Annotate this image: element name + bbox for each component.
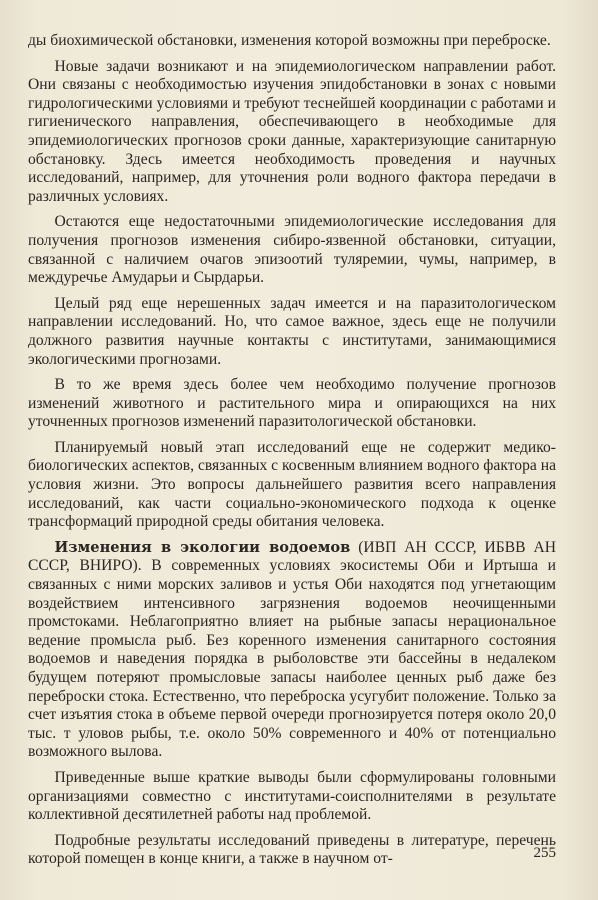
section-paragraph bbox=[28, 539, 556, 762]
paragraph: Остаются еще недостаточными эпидемиологические исследования для получения прогнозов изменения сибиро-язвенной обстановки, ситуации, связанной с наличием очагов эпизоотий туляремии, чумы, например, в междуречье Амударьи и Сырдарьи. bbox=[28, 213, 556, 287]
section-body: (ИВП АН СССР, ИБВВ АН СССР, ВНИРО). В современных условиях экосистемы Оби и Иртыша и связанных с ними морских заливов и устья Оби находятся под угнетающим воздействием интенсивного загрязнения водоемов неочищенными промстоками. Неблагоприятно влияет на рыбные запасы нерациональное ведение промысла рыб. Без коренного изменения санитарного состояния водоемов и наведения порядка в рыболовстве эти бассейны в недалеком будущем потеряют промысловые запасы наиболее ценных рыб даже без переброски стока. Естественно, что переброска усугубит положение. Только за счет изъятия стока в объеме первой очереди прогнозируется потеря около 20,0 тыс. т уловов рыбы, т.е. около 50% современного и 40% от потенциально возможного вылова. bbox=[28, 538, 556, 761]
page-text bbox=[28, 32, 556, 869]
paragraph: Подробные результаты исследований приведены в литературе, перечень которой помещен в конце книги, а также в научном от- bbox=[28, 831, 556, 868]
paragraph: Планируемый новый этап исследований еще не содержит медико-биологических аспектов, связанных с косвенным влиянием водного фактора на условия жизни. Это вопросы дальнейшего развития всего направления исследований, как части социально-экономического подхода к оценке трансформаций природной среды обитания человека. bbox=[28, 438, 556, 531]
paragraph: ды биохимической обстановки, изменения которой возможны при переброске. bbox=[28, 32, 551, 49]
paragraph: Целый ряд еще нерешенных задач имеется и на паразитологическом направлении исследований. Но, что самое важное, здесь еще не получили должного развития научные контакты с институтами, занимающимися экологическими прогнозами. bbox=[28, 294, 556, 368]
paragraph: Новые задачи возникают и на эпидемиологическом направлении работ. Они связаны с необходимостью изучения эпидобстановки в зонах с новыми гидрологическими условиями и требуют теснейшей координации с работами и гигиенического направления, обеспечивающего в необходимые для эпидемиологических прогнозов сроки данные, характеризующие санитарную обстановку. Здесь имеется необходимость проведения и научных исследований, например, для уточнения роли водного фактора передачи в различных условиях. bbox=[28, 57, 556, 205]
page-number: 255 bbox=[533, 845, 556, 861]
section-heading: Изменения в экологии водоемов bbox=[54, 538, 351, 556]
paragraph: Приведенные выше краткие выводы были сформулированы головными организациями совместно с институтами-соисполнителями в результате коллективной десятилетней работы над проблемой. bbox=[28, 768, 556, 824]
paragraph: В то же время здесь более чем необходимо получение прогнозов изменений животного и растительного мира и опирающихся на них уточненных прогнозов изменений паразитологической обстановки. bbox=[28, 376, 556, 431]
